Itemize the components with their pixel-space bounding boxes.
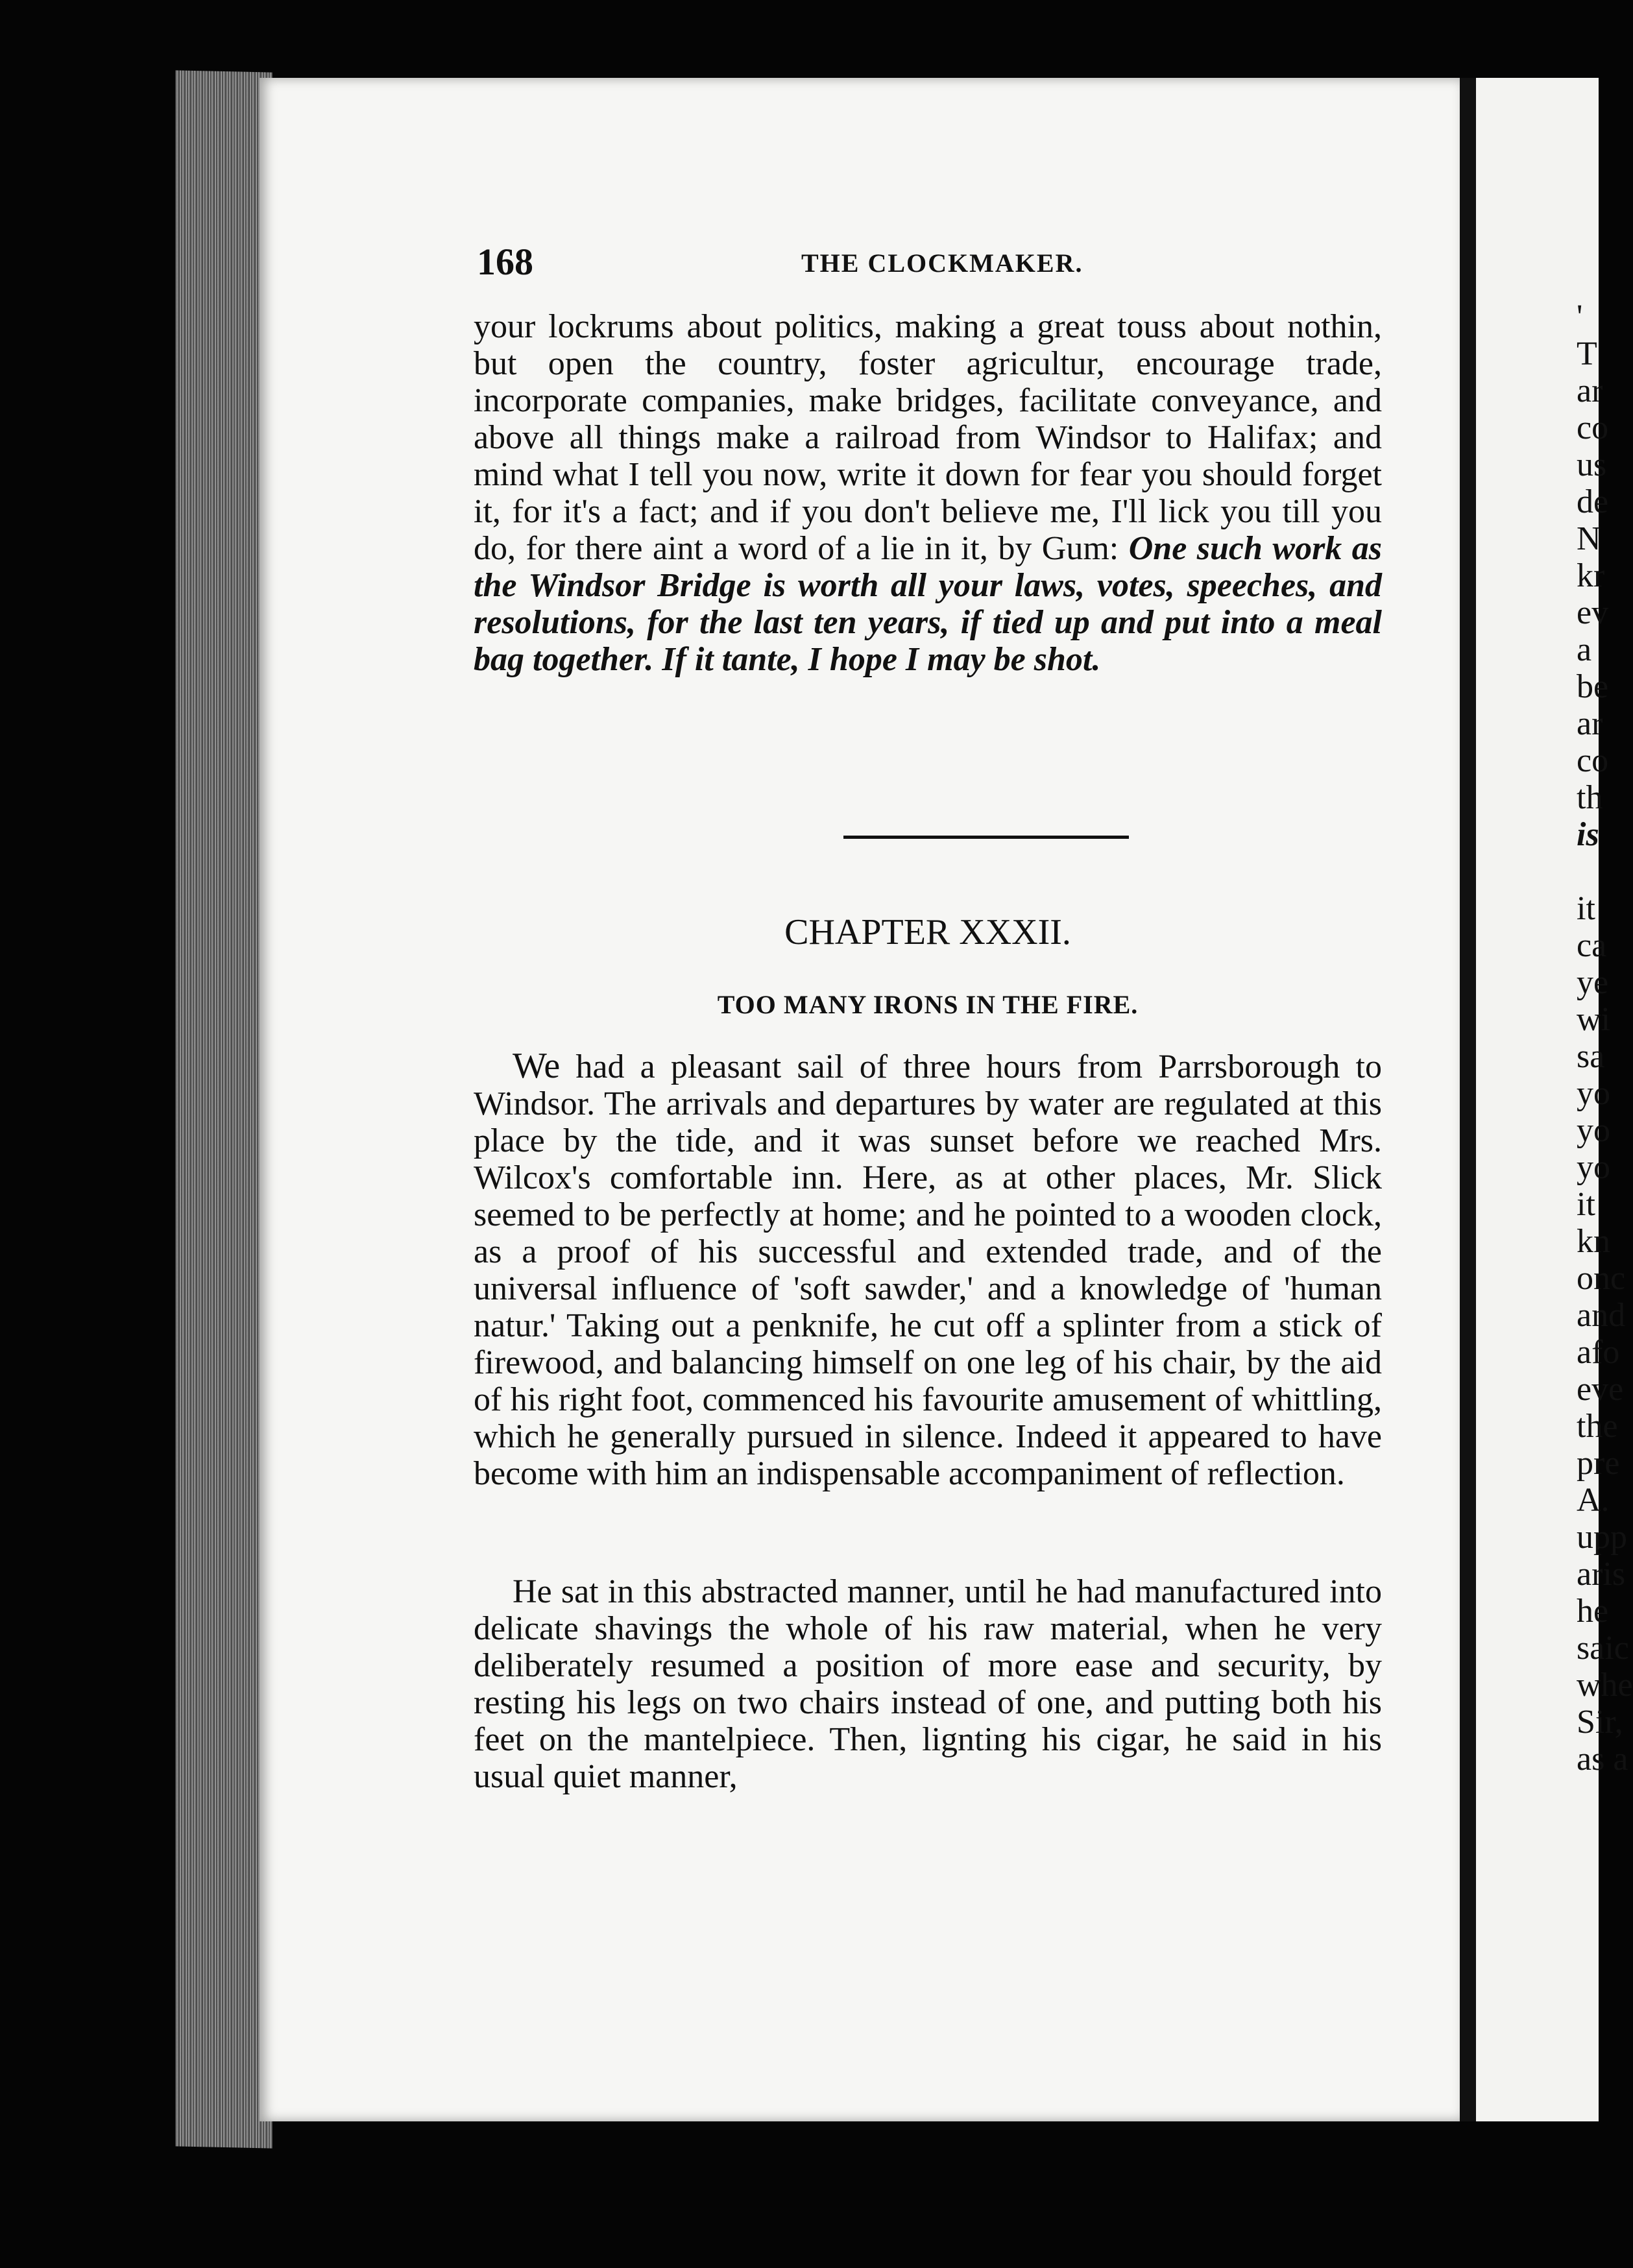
fragment-line: is <box>1577 816 1599 853</box>
fragment-gap <box>1577 853 1603 890</box>
fragment-line: afo <box>1577 1334 1620 1371</box>
page-header <box>477 240 1379 285</box>
paragraph-third: He sat in this abstracted manner, until he had manufactured into delicate shavings the whole of his raw material, when he very deliberately resumed a position of more ease and security, by resting his legs on two chairs instead of one, and putting both his feet on the mantelpiece. Then, lignting his cigar, he said in his usual quiet manner, <box>474 1573 1382 1795</box>
section-divider <box>843 836 1129 839</box>
paragraph-text: your lockrums about politics, making a great touss about nothin, but open the country, foster agricultur, encourage trade, incorporate companies, make bridges, facilitate conveyance, and above all things make a railroad from Windsor to Halifax; and mind what I tell you now, write it down for fear you should forget it, for it's a fact; and if you don't believe me, I'll lick you till you do, for there aint a word of a lie in it, by Gum: <box>474 308 1382 567</box>
fragment-line: ar <box>1577 705 1603 742</box>
emphasized-text: One such work as the Windsor Bridge is worth all your laws, votes, speeches, and resolutions, for the last ten years, if tied up and put into a meal bag together. If it tante, I hope I may be shot. <box>474 530 1383 678</box>
paragraph-continuation <box>474 308 1382 678</box>
page-number: 168 <box>477 241 533 283</box>
fragment-line: sa <box>1577 1038 1605 1075</box>
fragment-line: us <box>1577 446 1607 483</box>
paragraph-opening <box>474 1048 1382 1492</box>
fragment-line: whe <box>1577 1667 1633 1704</box>
fragment-line: kn <box>1577 1223 1610 1260</box>
right-page-text-fragments <box>1577 298 1633 1778</box>
fragment-line: ca <box>1577 927 1607 964</box>
fragment-line: T <box>1577 335 1597 372</box>
fragment-line: co <box>1577 409 1609 446</box>
fragment-line: he <box>1577 1593 1609 1630</box>
fragment-line: yo <box>1577 1075 1610 1112</box>
fragment-line: it <box>1577 1186 1595 1223</box>
fragment-line: ev <box>1577 594 1609 631</box>
fragment-line: kr <box>1577 557 1605 594</box>
fragment-line: the <box>1577 1408 1618 1445</box>
fragment-line: a <box>1577 631 1592 668</box>
fragment-line: onc <box>1577 1260 1626 1297</box>
paragraph-text: had a pleasant sail of three hours from Parrsborough to Windsor. The arrivals and departures by water are regulated at this place by the tide, and it was sunset before we reached Mrs. Wilcox's comfortable inn. Here, as at other places, Mr. Slick seemed to be perfectly at home; and he pointed to a wooden clock, as a proof of his successful and extended trade, and of the universal influence of 'soft sawder,' and a knowledge of 'human natur.' Taking out a penknife, he cut off a splinter from a stick of firewood, and balancing himself on one leg of his chair, by the aid of his right foot, commenced his favourite amusement of whittling, which he generally pursued in silence. Indeed it appeared to have become with him an indispensable accompaniment of reflection. <box>474 1048 1382 1492</box>
fragment-line: A. <box>1577 1482 1610 1519</box>
running-head: THE CLOCKMAKER. <box>801 248 1083 278</box>
fragment-line: yo <box>1577 1112 1610 1149</box>
chapter-subtitle: TOO MANY IRONS IN THE FIRE. <box>717 990 1139 1019</box>
fragment-line: ye <box>1577 964 1609 1001</box>
fragment-line: upp <box>1577 1519 1627 1556</box>
fragment-line: co <box>1577 742 1609 779</box>
fragment-line: N <box>1577 520 1601 557</box>
fragment-line: eve <box>1577 1371 1624 1408</box>
fragment-line: as a <box>1577 1741 1628 1778</box>
book-page-edges <box>175 70 272 2148</box>
fragment-line: yo <box>1577 1149 1610 1186</box>
fragment-line: it <box>1577 890 1595 927</box>
fragment-line: th <box>1577 779 1603 816</box>
book-gutter <box>1460 78 1476 2121</box>
fragment-line: de <box>1577 483 1609 520</box>
fragment-line: aris <box>1577 1556 1626 1593</box>
chapter-title: CHAPTER XXXII. <box>784 912 1071 952</box>
fragment-line: saic <box>1577 1630 1629 1667</box>
fragment-line: pre <box>1577 1445 1620 1482</box>
fragment-line: be <box>1577 668 1609 705</box>
fragment-line: ' <box>1577 298 1583 335</box>
drop-cap: We <box>513 1046 561 1086</box>
fragment-line: wi <box>1577 1001 1610 1038</box>
fragment-line: Sir, <box>1577 1704 1623 1741</box>
fragment-line: ar <box>1577 372 1603 409</box>
fragment-line: and <box>1577 1297 1626 1334</box>
